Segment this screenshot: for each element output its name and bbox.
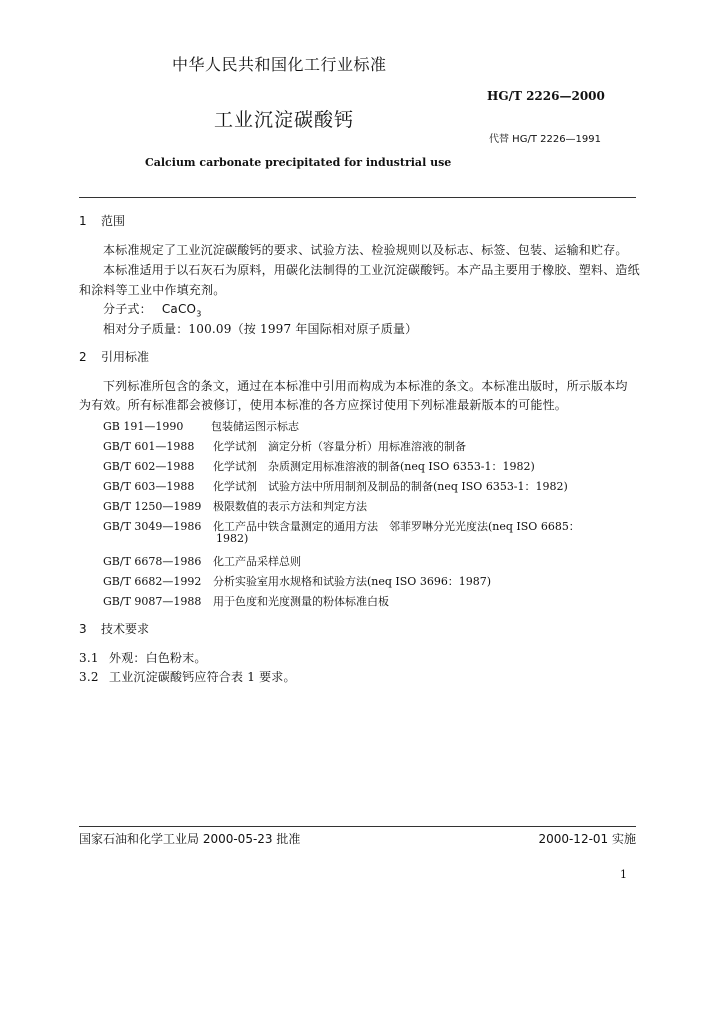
section-2-heading: [79, 348, 149, 365]
reference-item: [103, 498, 367, 514]
paragraph: 本标准规定了工业沉淀碳酸钙的要求、试验方法、检验规则以及标志、标签、包装、运输和贮存。: [103, 243, 628, 257]
formula-subscript: 3: [196, 309, 202, 319]
section-number: 3: [79, 622, 87, 636]
formula-text: CaCO: [161, 302, 197, 316]
section-3-heading: [79, 620, 149, 637]
section-number: 1: [79, 214, 87, 228]
document-title: 工业沉淀碳酸钙: [214, 109, 355, 131]
reference-title: 化学试剂 滴定分析（容量分析）用标准溶液的制备: [213, 440, 466, 453]
section-title: 引用标准: [101, 350, 150, 364]
reference-code: GB/T 6678—1986: [103, 555, 202, 568]
footer-divider: [79, 826, 636, 827]
approval-note: 国家石油和化学工业局 2000-05-23 批准: [79, 832, 301, 846]
reference-item: [103, 458, 535, 474]
reference-code: GB/T 603—1988: [103, 480, 195, 493]
molecular-mass: 相对分子质量：100.09（按 1997 年国际相对原子质量）: [103, 322, 418, 336]
english-title: Calcium carbonate precipitated for industrial use: [145, 156, 452, 169]
reference-item: [103, 478, 568, 494]
reference-item: [103, 518, 580, 534]
reference-code: GB/T 602—1988: [103, 460, 195, 473]
reference-item: [103, 438, 466, 454]
reference-title: 用于色度和光度测量的粉体标准白板: [213, 595, 389, 608]
reference-code: GB 191—1990: [103, 420, 184, 433]
requirement-number: 3.1: [79, 651, 99, 665]
reference-title: 化学试剂 杂质测定用标准溶液的制备(neq ISO 6353-1：1982): [213, 460, 535, 473]
reference-title: 化工产品中铁含量测定的通用方法 邻菲罗啉分光光度法(neq ISO 6685：: [213, 520, 580, 533]
reference-code: GB/T 1250—1989: [103, 500, 202, 513]
reference-code: GB/T 3049—1986: [103, 520, 202, 533]
paragraph: 和涂料等工业中作填充剂。: [79, 283, 226, 297]
reference-title: 化学试剂 试验方法中所用制剂及制品的制备(neq ISO 6353-1：1982): [213, 480, 568, 493]
requirement-item: [79, 649, 207, 666]
requirement-text: 工业沉淀碳酸钙应符合表 1 要求。: [109, 670, 296, 684]
implementation-date: 2000-12-01 实施: [538, 832, 636, 846]
reference-title: 分析实验室用水规格和试验方法(neq ISO 3696：1987): [213, 575, 492, 588]
standard-code: HG/T 2226—2000: [487, 89, 605, 103]
formula-label: 分子式：: [103, 302, 152, 316]
section-number: 2: [79, 350, 87, 364]
section-1-heading: [79, 212, 125, 229]
reference-title: 包装储运图示标志: [211, 420, 299, 433]
reference-title: 极限数值的表示方法和判定方法: [213, 500, 367, 513]
paragraph: 为有效。所有标准都会被修订，使用本标准的各方应探讨使用下列标准最新版本的可能性。: [79, 398, 568, 412]
reference-code: GB/T 601—1988: [103, 440, 195, 453]
standard-category: 中华人民共和国化工行业标准: [172, 55, 387, 74]
reference-continuation: 1982): [216, 532, 249, 545]
reference-code: GB/T 9087—1988: [103, 595, 202, 608]
reference-item: [103, 593, 389, 609]
reference-item: [103, 418, 299, 434]
formula-value: [161, 302, 202, 319]
molecular-formula: [103, 300, 201, 318]
reference-title: 化工产品采样总则: [213, 555, 301, 568]
reference-item: [103, 553, 301, 569]
reference-item: [103, 573, 491, 589]
section-title: 范围: [101, 214, 126, 228]
section-title: 技术要求: [101, 622, 150, 636]
requirement-number: 3.2: [79, 670, 99, 684]
reference-code: GB/T 6682—1992: [103, 575, 202, 588]
paragraph: 下列标准所包含的条文，通过在本标准中引用而构成为本标准的条文。本标准出版时，所示版本均: [103, 379, 628, 393]
page-number: 1: [620, 868, 627, 881]
replaces-note: 代替 HG/T 2226—1991: [489, 134, 602, 145]
paragraph: 本标准适用于以石灰石为原料，用碳化法制得的工业沉淀碳酸钙。本产品主要用于橡胶、塑料、造纸: [103, 263, 640, 277]
header-divider: [79, 197, 636, 198]
requirement-item: [79, 668, 296, 685]
requirement-text: 外观：白色粉末。: [109, 651, 207, 665]
